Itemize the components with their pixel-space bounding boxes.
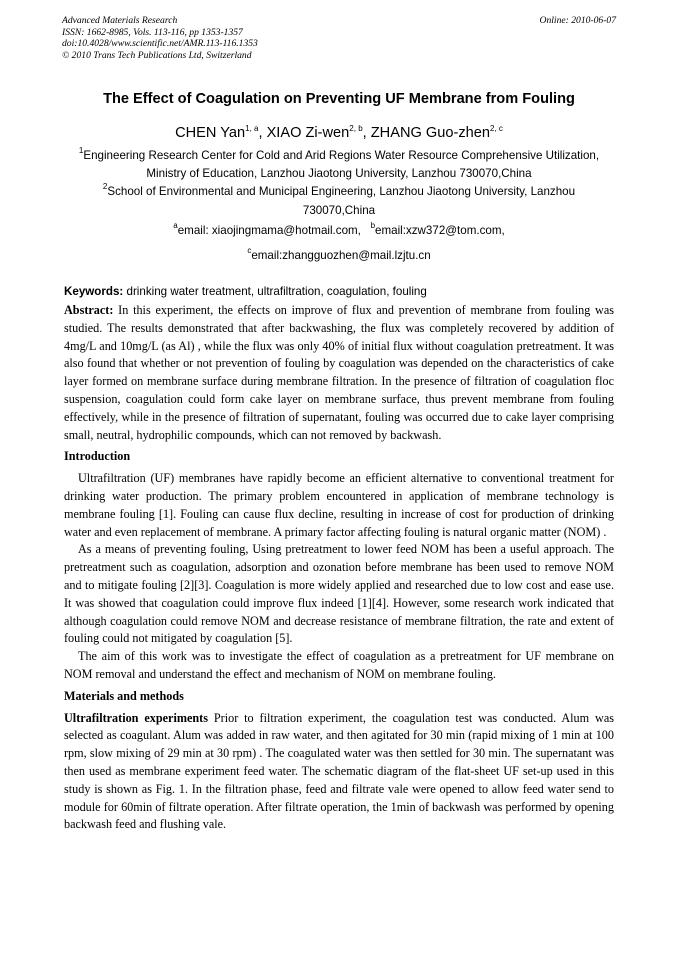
email-sup: b xyxy=(370,221,376,230)
copyright-line: © 2010 Trans Tech Publications Ltd, Switzerland xyxy=(62,49,252,61)
email-a[interactable]: email: xiaojingmama@hotmail.com, xyxy=(177,224,361,237)
abstract xyxy=(64,302,614,444)
issn-line: ISSN: 1662-8985, Vols. 113-116, pp 1353-1357 xyxy=(62,26,243,38)
paper-title: The Effect of Coagulation on Preventing UF Membrane from Fouling xyxy=(103,91,575,107)
affiliation-text: Engineering Research Center for Cold and Arid Regions Water Resource Comprehensive Utilization, Ministry of Education, Lanzhou Jiaotong University, Lanzhou 730070,China xyxy=(83,149,600,181)
author-name: ZHANG Guo-zhen xyxy=(370,125,490,141)
methods-sub-label: Ultrafiltration experiments xyxy=(64,710,208,725)
affiliation-sup: 1 xyxy=(78,146,84,155)
author-sup: 2, c xyxy=(489,124,503,133)
author-name: XIAO Zi-wen xyxy=(266,125,350,141)
methods-paragraph xyxy=(64,710,614,835)
email-sup: a xyxy=(173,221,178,230)
affiliation xyxy=(66,147,612,183)
email-sup: c xyxy=(247,246,252,255)
affiliations xyxy=(66,147,612,220)
journal-name: Advanced Materials Research xyxy=(62,15,178,26)
affiliation-text: School of Environmental and Municipal Engineering, Lanzhou Jiaotong University, Lanzhou 730070,China xyxy=(107,185,576,217)
intro-paragraph: The aim of this work was to investigate the effect of coagulation as a pretreatment for UF membrane on NOM removal and understand the effect and mechanism of NOM on membrane fouling. xyxy=(64,649,614,681)
methods-heading: Materials and methods xyxy=(64,688,184,703)
abstract-text: In this experiment, the effects on improve of flux and prevention of membrane from fouling was studied. The results demonstrated that after backwashing, the flux was completely recovered by addition of 4mg/L and 10mg/L (as Al) , while the flux was only 40% of initial flux without coagulation pretreatment. It was also found that whether or not prevention of fouling by coagulation was depended on the characteristics of cake layer formed on membrane surface during membrane filtration. In the presence of filtration of coagulation floc suspension, coagulation could form cake layer on membrane surface, thus prevent membrane from fouling effectively, while in the presence of filtration of supernatant, fouling was occurred due to cake layer comprising small, neutral, hydrophilic compounds, which can not removed by backwash. xyxy=(64,303,614,442)
keywords-text: drinking water treatment, ultrafiltration, coagulation, fouling xyxy=(123,285,427,298)
paper-body xyxy=(64,302,614,834)
keywords-label: Keywords: xyxy=(64,285,124,298)
introduction-heading: Introduction xyxy=(64,449,131,464)
author-sup: 1, a xyxy=(245,124,259,133)
author-sep: , xyxy=(258,125,267,141)
author-name: CHEN Yan xyxy=(175,125,246,141)
abstract-label: Abstract: xyxy=(64,303,114,317)
intro-paragraph: As a means of preventing fouling, Using pretreatment to lower feed NOM has been a useful approach. The pretreatment such as coagulation, adsorption and ozonation before membrane has been used to remove NOM and to mitigate fouling [2][3]. Coagulation is more widely applied and researched due to low cost and ease use. It was showed that coagulation could improve flux indeed [1][4]. However, some research work indicated that although coagulation could remove NOM and decrease resistance of membrane filtration, the rate and extent of fouling could not mitigated by coagulation [5]. xyxy=(64,542,614,646)
keywords xyxy=(64,285,614,298)
affiliation-sup: 2 xyxy=(102,182,108,192)
doi-line: doi:10.4028/www.scientific.net/AMR.113-116.1353 xyxy=(62,38,258,49)
email-line-c xyxy=(0,246,678,262)
author-sep: , xyxy=(362,125,371,141)
author-line xyxy=(0,125,678,141)
journal-header xyxy=(62,15,616,61)
methods-text: Prior to filtration experiment, the coagulation test was conducted. Alum was selected as coagulant. Alum was added in raw water, and then agitated for 30 min (rapid mixing of 1 min at 100 rpm, slow mixing of 29 min at 30 rpm) . The coagulated water was then settled for 30 min. The supernatant was then used as membrane experiment feed water. The schematic diagram of the flat-sheet UF set-up used in this study is shown as Fig. 1. In the filtration phase, feed and filtrate vale were opened to allow feed water send to module for 60min of filtrate operation. After filtrate operation, the 1min of backwash was performed by opening backwash feed and flushing vale. xyxy=(64,710,614,832)
email-b[interactable]: email:xzw372@tom.com, xyxy=(375,224,505,237)
email-line-ab xyxy=(0,221,678,237)
online-date: Online: 2010-06-07 xyxy=(539,15,616,26)
author-sup: 2, b xyxy=(349,124,363,133)
affiliation xyxy=(66,183,612,219)
intro-paragraph: Ultrafiltration (UF) membranes have rapidly become an efficient alternative to conventional treatment for drinking water production. The primary problem encountered in application of membrane technology is membrane fouling [1]. Fouling can cause flux decline, resulting in increase of cost for production of drinking water and even replacement of membrane. A primary factor affecting fouling is natural organic matter (NOM) . xyxy=(64,471,614,539)
email-c[interactable]: email:zhangguozhen@mail.lzjtu.cn xyxy=(251,249,431,262)
